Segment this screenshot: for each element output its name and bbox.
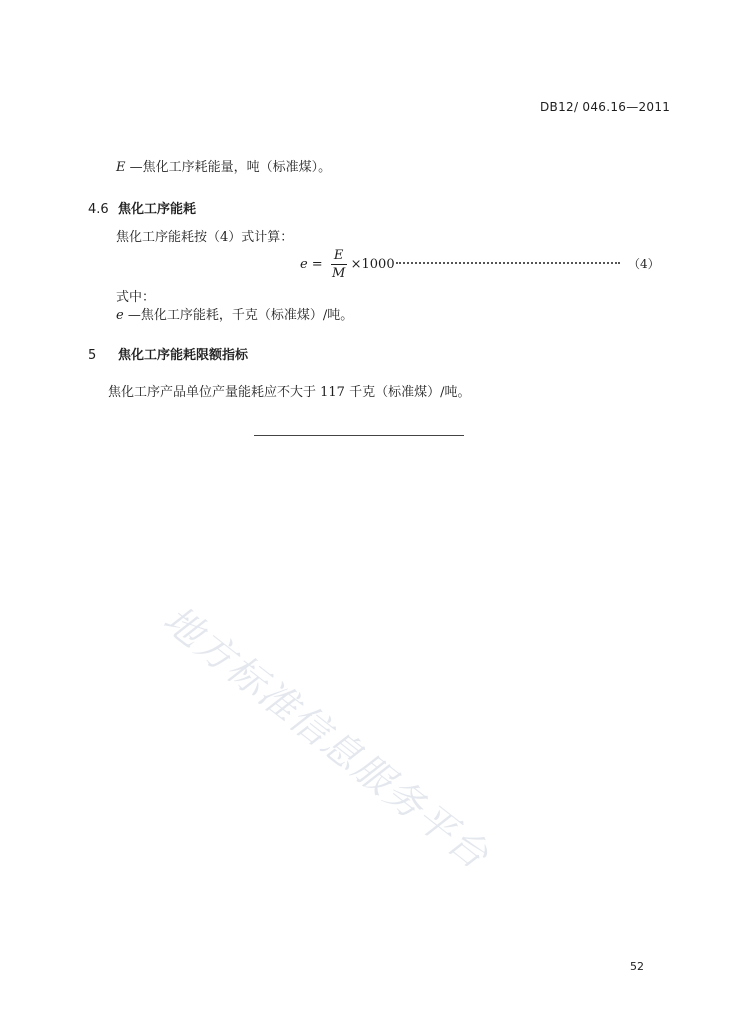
energy-formula bbox=[300, 246, 395, 282]
section-5-number: 5 bbox=[88, 348, 97, 363]
symbol-e: e bbox=[116, 308, 124, 323]
section-5-text: 焦化工序产品单位产量能耗应不大于 117 千克（标准煤）/吨。 bbox=[108, 385, 471, 400]
section-4-6-number: 4.6 bbox=[88, 202, 109, 217]
definition-e-text: —焦化工序能耗，千克（标准煤）/吨。 bbox=[127, 308, 354, 323]
section-4-6-intro: 焦化工序能耗按（4）式计算： bbox=[116, 230, 294, 245]
formula-equals: = bbox=[311, 256, 323, 272]
section-5-heading bbox=[88, 344, 248, 363]
formula-numerator: E bbox=[333, 247, 344, 263]
document-code: DB12/ 046.16—2011 bbox=[540, 100, 671, 114]
formula-denominator: M bbox=[331, 265, 346, 281]
page-number: 52 bbox=[630, 960, 644, 973]
formula-multiplier: ×1000 bbox=[350, 256, 395, 272]
definition-E-text: —焦化工序耗能量，吨（标准煤）。 bbox=[129, 160, 332, 175]
end-of-text-rule bbox=[254, 435, 464, 436]
fraction-bar bbox=[331, 264, 347, 265]
section-4-6-heading bbox=[88, 198, 196, 217]
section-5-title: 焦化工序能耗限额指标 bbox=[118, 348, 249, 363]
where-label: 式中： bbox=[116, 290, 156, 305]
symbol-E: E bbox=[116, 160, 126, 175]
formula-lhs: e bbox=[300, 256, 308, 272]
dot-leader bbox=[396, 262, 620, 264]
section-4-6-title: 焦化工序能耗 bbox=[118, 202, 197, 217]
formula-fraction bbox=[331, 248, 347, 281]
watermark: 地方标准信息服务平台 bbox=[155, 597, 498, 879]
definition-E bbox=[116, 156, 331, 175]
definition-e bbox=[116, 304, 353, 323]
equation-number: （4） bbox=[628, 257, 660, 271]
